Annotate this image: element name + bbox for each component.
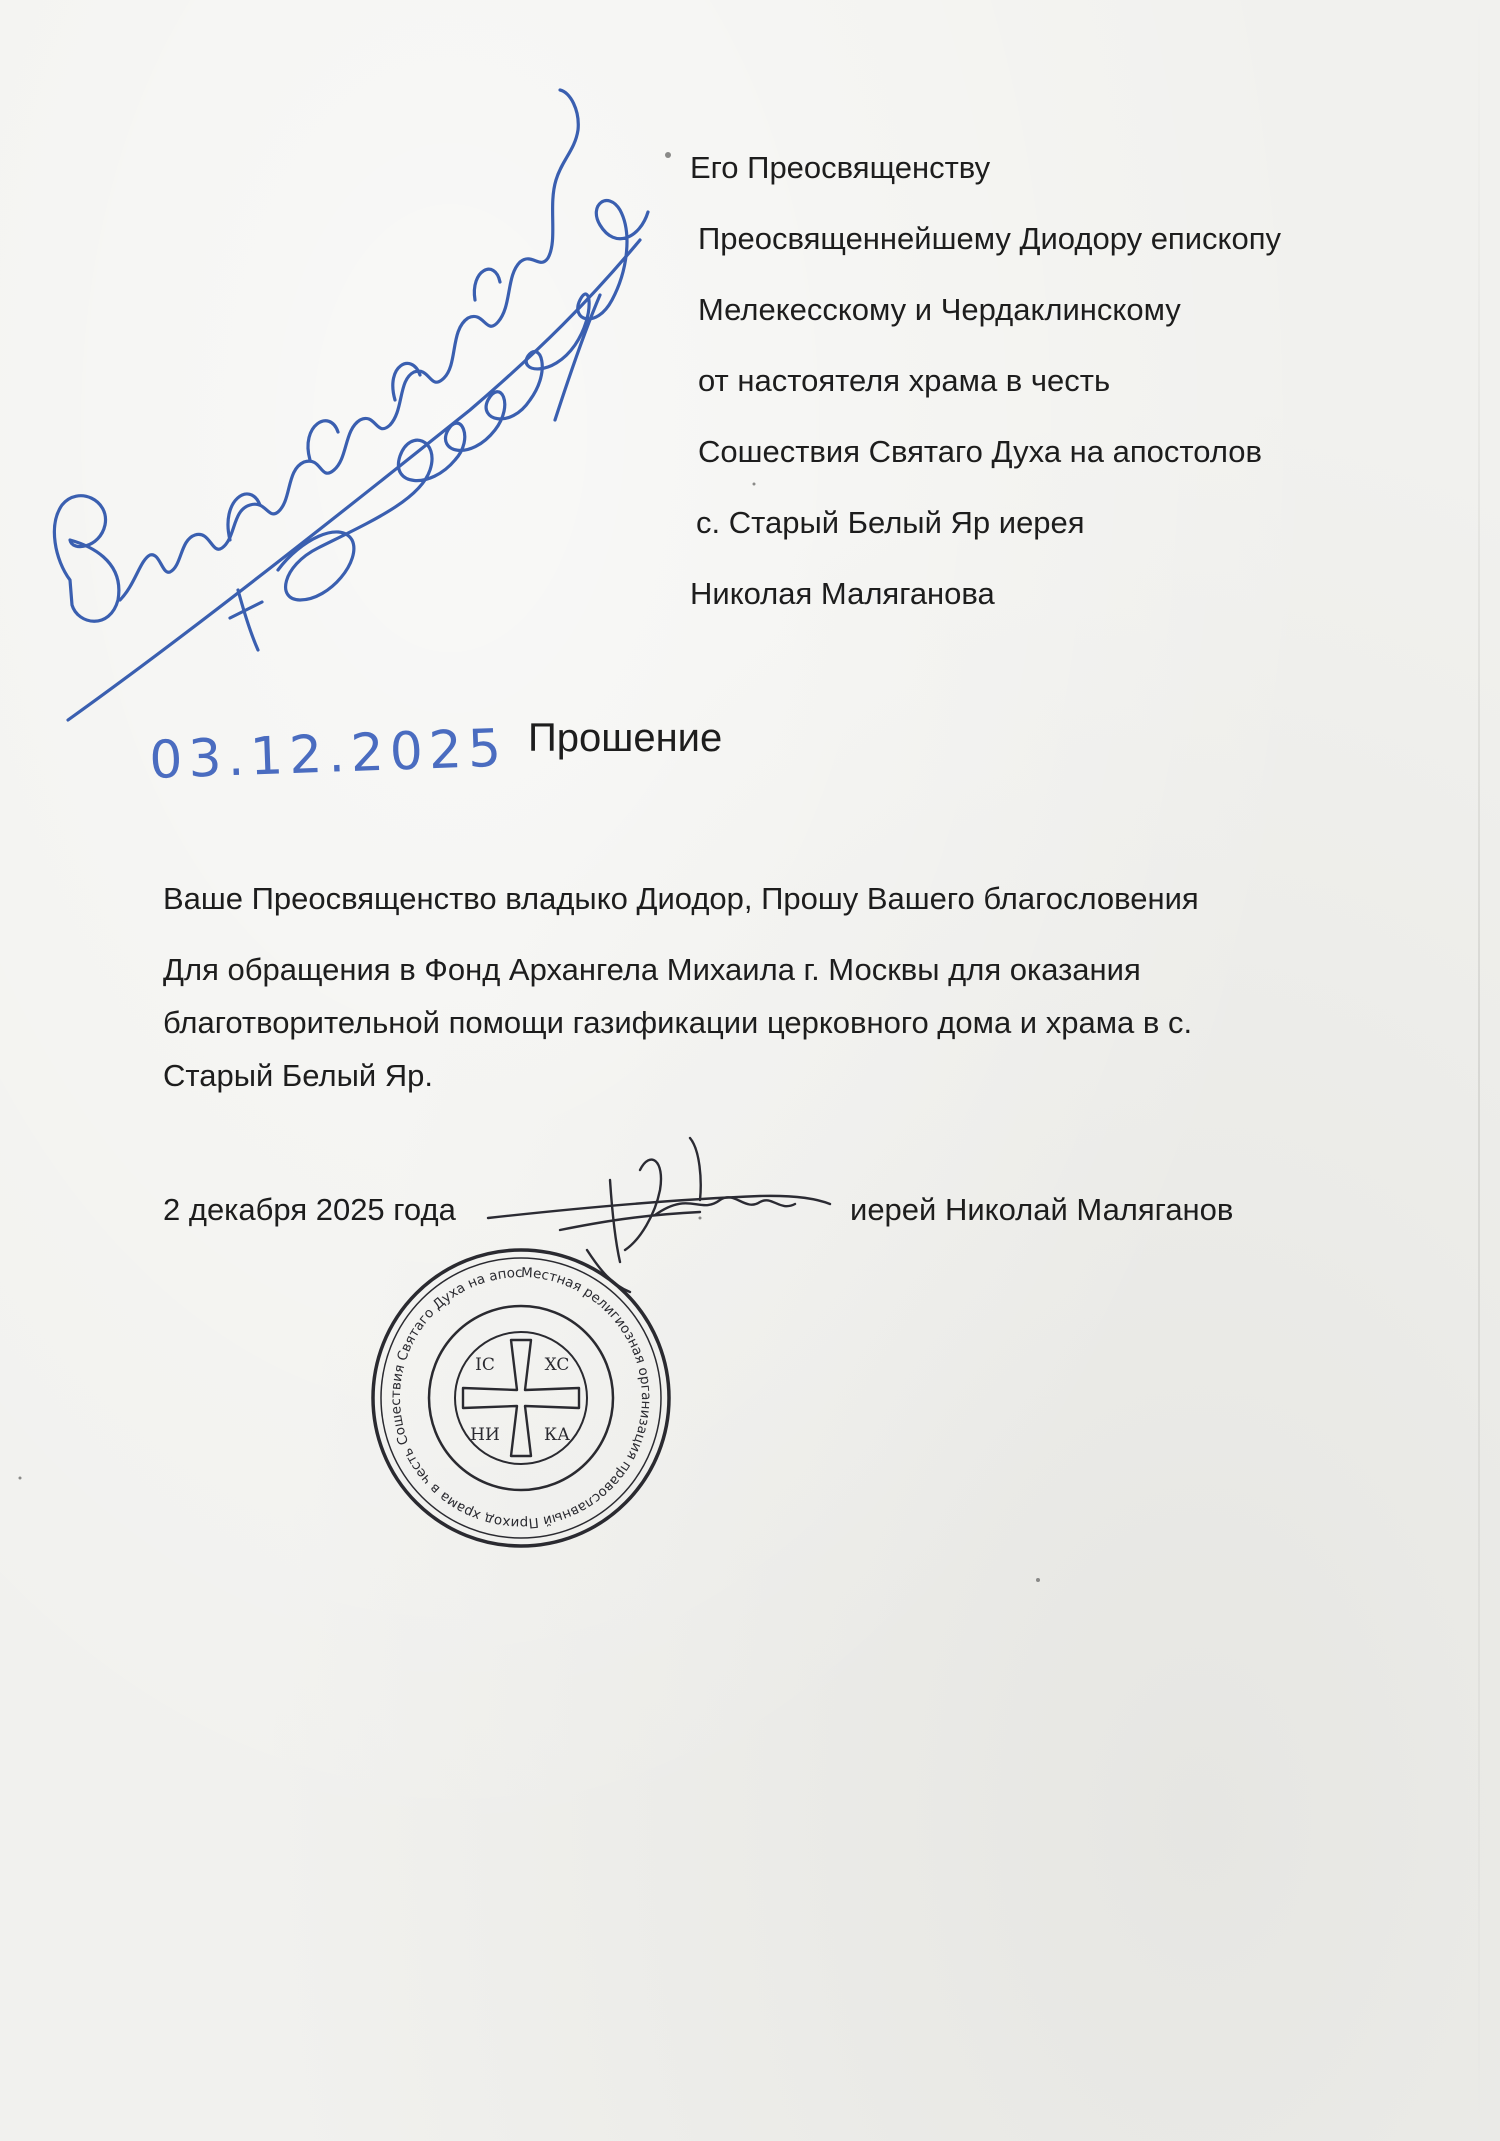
page-edge-shadow [1478, 0, 1480, 2141]
handwritten-resolution [54, 90, 648, 720]
seal-letters-ni: НИ [470, 1425, 500, 1445]
handwritten-date [148, 719, 508, 791]
addressee-line: Его Преосвященству [690, 150, 991, 185]
addressee-line: Мелекесскому и Чердаклинскому [698, 292, 1181, 327]
seal-letters-ka: КА [543, 1425, 571, 1445]
signatory-name: иерей Николай Маляганов [850, 1192, 1234, 1227]
document-date: 2 декабря 2025 года [163, 1192, 456, 1227]
seal-outer-text [388, 1265, 654, 1531]
addressee-line: от настоятеля храма в честь [698, 363, 1111, 398]
greeting-line: Ваше Преосвященство владыко Диодор, Прошу Вашего благословения [163, 881, 1199, 916]
addressee-line: Сошествия Святаго Духа на апостолов [698, 434, 1262, 469]
seal-outer-text-path: Местная религиозная организация православный Приход храма в честь Сошествия Святаго Духа на апостолов с. Старый Белый Яр Чердаклинского района Ульяновской области Мелекесской Епархии Русской Православной Церкви (Московский Патриархат) [387, 1264, 654, 1532]
author-signature [488, 1138, 830, 1292]
addressee-block [690, 132, 1281, 629]
handwritten-date-text: 03.12.2025 [148, 718, 508, 791]
addressee-line: с. Старый Белый Яр иерея [696, 505, 1085, 540]
addressee-line: Преосвященнейшему Диодору епископу [698, 221, 1281, 256]
seal-letters-ic: IC [475, 1355, 495, 1375]
document-body [163, 872, 1293, 1102]
document-title: Прошение [528, 716, 723, 760]
request-paragraph: Для обращения в Фонд Архангела Михаила г. Москвы для оказания благотворительной помощи газификации церковного дома и храма в с. Старый Белый Яр. [163, 952, 1193, 1093]
addressee-line: Николая Маляганова [690, 576, 995, 611]
seal-letters-xc: XC [544, 1355, 570, 1375]
round-seal [373, 1250, 669, 1546]
